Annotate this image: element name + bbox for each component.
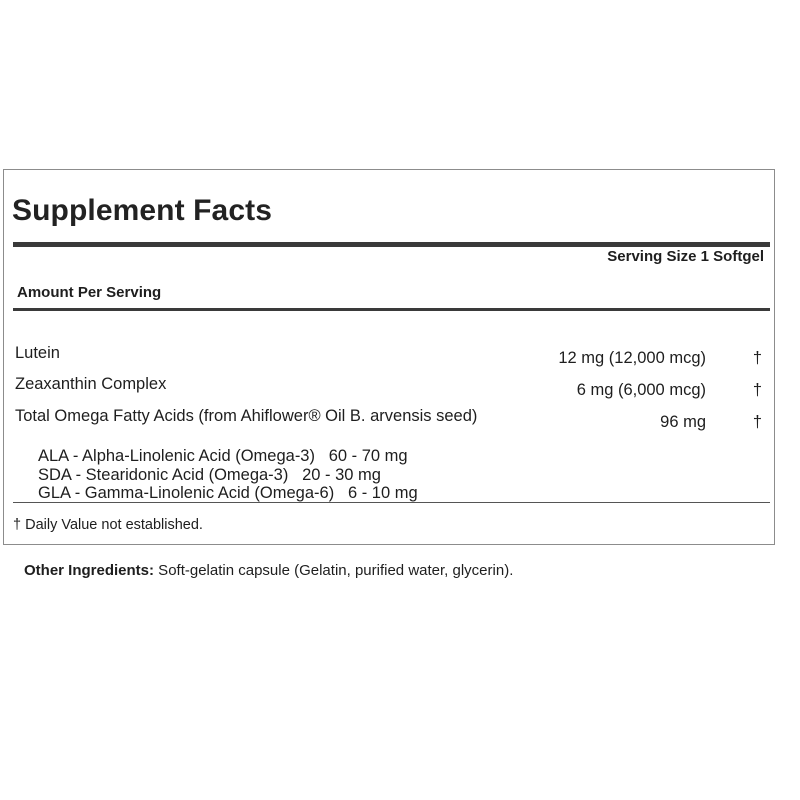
nutrient-amount: 12 mg (12,000 mcg) bbox=[558, 349, 706, 367]
other-ingredients bbox=[24, 561, 513, 581]
sub-row-sda: SDA - Stearidonic Acid (Omega-3) 20 - 30 mg bbox=[38, 466, 381, 484]
daily-value-mark: † bbox=[752, 349, 762, 367]
divider-thin bbox=[13, 502, 770, 503]
nutrient-name: Lutein bbox=[15, 344, 60, 362]
nutrient-amount: 96 mg bbox=[660, 413, 706, 431]
nutrient-name: Total Omega Fatty Acids (from Ahiflower® Oil B. arvensis seed) bbox=[15, 407, 478, 425]
other-ingredients-label: Other Ingredients: bbox=[24, 562, 155, 579]
daily-value-mark: † bbox=[752, 381, 762, 399]
serving-size: Serving Size 1 Softgel bbox=[607, 248, 764, 265]
nutrient-name: Zeaxanthin Complex bbox=[15, 375, 167, 393]
amount-per-serving-heading: Amount Per Serving bbox=[17, 284, 162, 301]
sub-row-gla: GLA - Gamma-Linolenic Acid (Omega-6) 6 - 10 mg bbox=[38, 484, 418, 502]
daily-value-footnote: † Daily Value not established. bbox=[13, 517, 203, 533]
sub-row-ala: ALA - Alpha-Linolenic Acid (Omega-3) 60 - 70 mg bbox=[38, 447, 408, 465]
supplement-facts-panel bbox=[3, 169, 775, 545]
daily-value-mark: † bbox=[752, 413, 762, 431]
divider-medium bbox=[13, 308, 770, 311]
label-title: Supplement Facts bbox=[12, 194, 272, 227]
nutrient-amount: 6 mg (6,000 mcg) bbox=[576, 381, 706, 399]
other-ingredients-text: Soft-gelatin capsule (Gelatin, purified water, glycerin). bbox=[154, 562, 514, 579]
